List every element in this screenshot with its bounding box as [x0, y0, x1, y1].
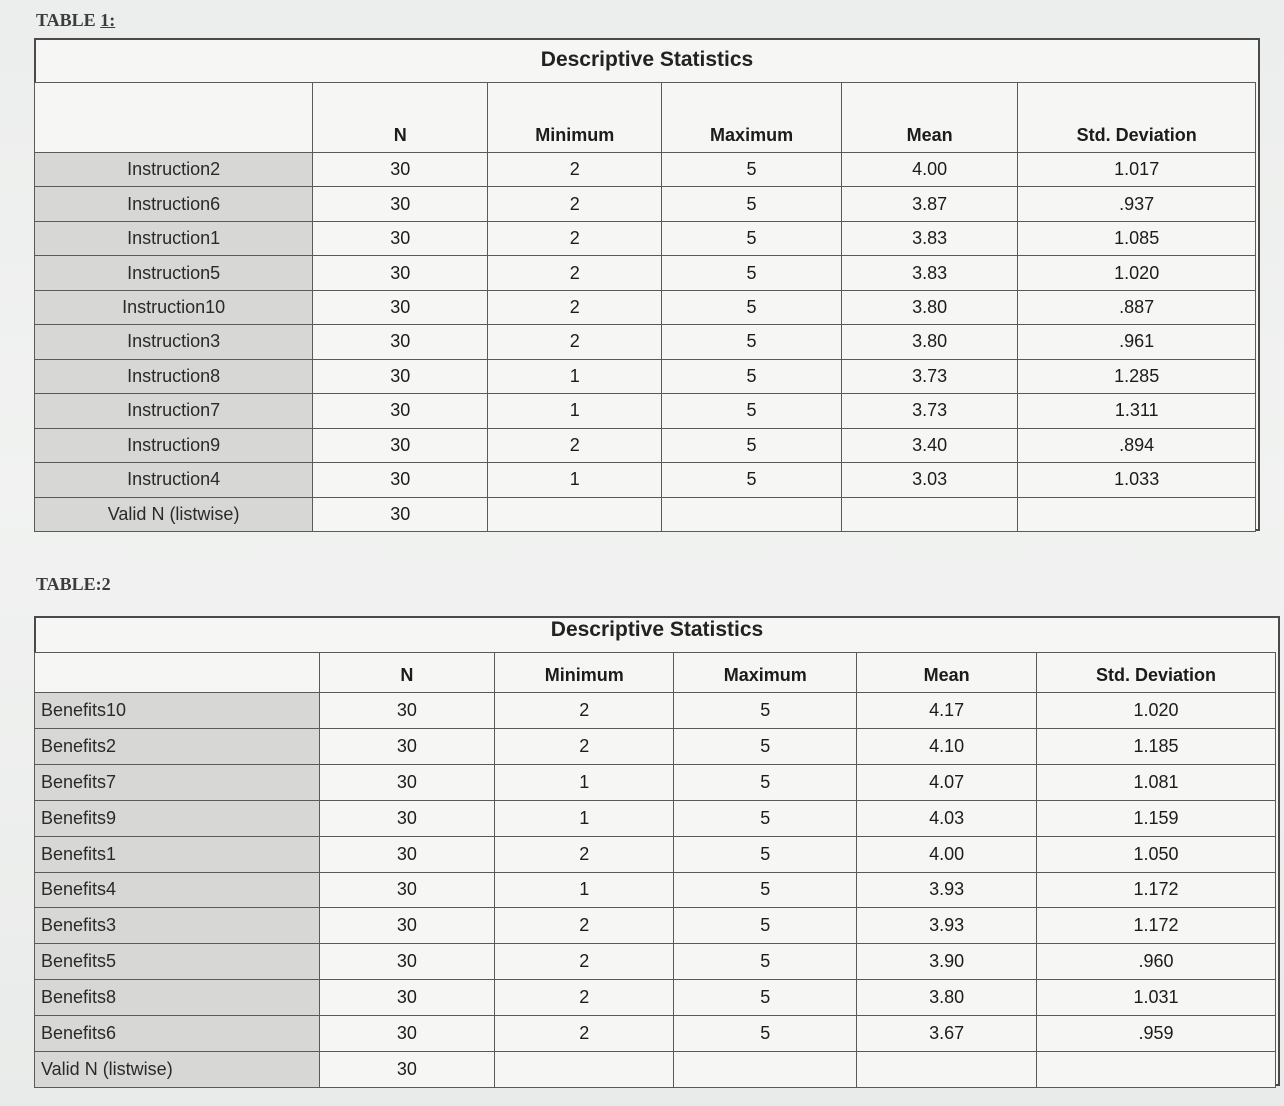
- maximum-cell: 5: [674, 980, 857, 1016]
- row-label: Benefits7: [35, 764, 320, 800]
- mean-cell: 3.83: [841, 221, 1017, 255]
- std-deviation-cell: 1.050: [1037, 836, 1276, 872]
- std-deviation-cell: .960: [1037, 944, 1276, 980]
- n-cell: 30: [319, 728, 495, 764]
- minimum-cell: 2: [495, 693, 674, 729]
- row-label: Instruction3: [35, 325, 313, 359]
- minimum-cell: 2: [495, 728, 674, 764]
- mean-cell: 4.07: [857, 764, 1037, 800]
- minimum-cell: 2: [488, 325, 662, 359]
- row-label: Instruction5: [35, 256, 313, 290]
- table1-grid: [34, 82, 1256, 532]
- table-row: [35, 980, 1276, 1016]
- minimum-cell: 2: [495, 980, 674, 1016]
- mean-cell: 4.17: [857, 693, 1037, 729]
- table-row: [35, 359, 1256, 393]
- minimum-cell: 1: [495, 800, 674, 836]
- maximum-cell: 5: [662, 290, 842, 324]
- n-cell: 30: [313, 153, 488, 187]
- mean-cell: 3.90: [857, 944, 1037, 980]
- n-cell: 30: [313, 428, 488, 462]
- std-deviation-cell: 1.020: [1037, 693, 1276, 729]
- row-label: Instruction6: [35, 187, 313, 221]
- row-label: Instruction7: [35, 394, 313, 428]
- n-cell: 30: [313, 187, 488, 221]
- std-deviation-cell: 1.031: [1037, 980, 1276, 1016]
- table1-header-minimum: Minimum: [488, 83, 662, 153]
- std-deviation-cell: 1.285: [1018, 359, 1256, 393]
- table2-header-std-deviation: Std. Deviation: [1037, 653, 1276, 693]
- maximum-cell: 5: [674, 836, 857, 872]
- n-cell: 30: [319, 800, 495, 836]
- maximum-cell: 5: [674, 1016, 857, 1052]
- n-cell: 30: [313, 290, 488, 324]
- maximum-cell: 5: [674, 728, 857, 764]
- minimum-cell: 2: [488, 221, 662, 255]
- std-deviation-cell: 1.085: [1018, 221, 1256, 255]
- table1-header-std-deviation: Std. Deviation: [1018, 83, 1256, 153]
- maximum-cell: 5: [674, 908, 857, 944]
- n-cell: 30: [313, 359, 488, 393]
- n-cell: 30: [319, 872, 495, 908]
- table1-header-mean: Mean: [841, 83, 1017, 153]
- std-deviation-cell: 1.081: [1037, 764, 1276, 800]
- minimum-cell: 1: [488, 394, 662, 428]
- n-cell: 30: [319, 980, 495, 1016]
- table-row: [35, 394, 1256, 428]
- maximum-cell: 5: [662, 325, 842, 359]
- table2-header-n: N: [319, 653, 495, 693]
- n-cell: 30: [319, 836, 495, 872]
- valid-n-row: [35, 497, 1256, 531]
- std-deviation-cell: 1.020: [1018, 256, 1256, 290]
- row-label: Instruction10: [35, 290, 313, 324]
- maximum-cell: 5: [662, 187, 842, 221]
- n-cell: 30: [313, 256, 488, 290]
- std-deviation-cell: .959: [1037, 1016, 1276, 1052]
- n-cell: 30: [319, 764, 495, 800]
- minimum-cell: 2: [495, 836, 674, 872]
- table-row: [35, 428, 1256, 462]
- table2-header-maximum: Maximum: [674, 653, 857, 693]
- std-deviation-cell: .937: [1018, 187, 1256, 221]
- minimum-cell: 1: [495, 872, 674, 908]
- mean-cell: 3.40: [841, 428, 1017, 462]
- empty-cell: [1018, 497, 1256, 531]
- table-row: [35, 187, 1256, 221]
- std-deviation-cell: 1.185: [1037, 728, 1276, 764]
- table2-header-minimum: Minimum: [495, 653, 674, 693]
- n-cell: 30: [319, 908, 495, 944]
- maximum-cell: 5: [662, 463, 842, 497]
- table-row: [35, 463, 1256, 497]
- mean-cell: 3.80: [841, 290, 1017, 324]
- table2-section-label: [36, 574, 111, 595]
- row-label: Benefits5: [35, 944, 320, 980]
- mean-cell: 3.83: [841, 256, 1017, 290]
- minimum-cell: 1: [488, 359, 662, 393]
- table2-grid: [34, 652, 1276, 1088]
- valid-n-label: Valid N (listwise): [35, 497, 313, 531]
- minimum-cell: 2: [488, 290, 662, 324]
- table-row: [35, 764, 1276, 800]
- n-cell: 30: [319, 944, 495, 980]
- maximum-cell: 5: [674, 800, 857, 836]
- mean-cell: 4.00: [857, 836, 1037, 872]
- mean-cell: 4.10: [857, 728, 1037, 764]
- table2-header-row: [35, 653, 1276, 693]
- row-label: Benefits3: [35, 908, 320, 944]
- minimum-cell: 2: [495, 1016, 674, 1052]
- table2-descriptive-statistics: [34, 616, 1280, 1086]
- table-row: [35, 728, 1276, 764]
- std-deviation-cell: .887: [1018, 290, 1256, 324]
- empty-cell: [674, 1052, 857, 1088]
- std-deviation-cell: 1.311: [1018, 394, 1256, 428]
- minimum-cell: 2: [488, 428, 662, 462]
- empty-cell: [488, 497, 662, 531]
- row-label: Benefits8: [35, 980, 320, 1016]
- table2-title: Descriptive Statistics: [550, 618, 764, 641]
- std-deviation-cell: 1.172: [1037, 872, 1276, 908]
- table1-title: Descriptive Statistics: [540, 48, 754, 71]
- row-label: Instruction4: [35, 463, 313, 497]
- table-row: [35, 325, 1256, 359]
- minimum-cell: 2: [488, 256, 662, 290]
- row-label: Benefits4: [35, 872, 320, 908]
- std-deviation-cell: 1.172: [1037, 908, 1276, 944]
- table2-body: [35, 693, 1276, 1088]
- table1-section-label: [36, 10, 115, 31]
- minimum-cell: 1: [495, 764, 674, 800]
- mean-cell: 3.73: [841, 394, 1017, 428]
- table-row: [35, 221, 1256, 255]
- table-row: [35, 800, 1276, 836]
- maximum-cell: 5: [674, 872, 857, 908]
- row-label: Benefits2: [35, 728, 320, 764]
- std-deviation-cell: 1.033: [1018, 463, 1256, 497]
- table-row: [35, 153, 1256, 187]
- maximum-cell: 5: [662, 428, 842, 462]
- row-label: Instruction8: [35, 359, 313, 393]
- table1-descriptive-statistics: [34, 38, 1260, 531]
- table1-header-blank: [35, 83, 313, 153]
- maximum-cell: 5: [674, 944, 857, 980]
- n-cell: 30: [313, 463, 488, 497]
- table2-header-mean: Mean: [857, 653, 1037, 693]
- mean-cell: 3.93: [857, 872, 1037, 908]
- mean-cell: 3.73: [841, 359, 1017, 393]
- maximum-cell: 5: [674, 693, 857, 729]
- valid-n-value: 30: [313, 497, 488, 531]
- row-label: Instruction1: [35, 221, 313, 255]
- std-deviation-cell: .961: [1018, 325, 1256, 359]
- table-row: [35, 1016, 1276, 1052]
- row-label: Benefits9: [35, 800, 320, 836]
- minimum-cell: 2: [488, 153, 662, 187]
- mean-cell: 4.00: [841, 153, 1017, 187]
- valid-n-value: 30: [319, 1052, 495, 1088]
- maximum-cell: 5: [662, 256, 842, 290]
- n-cell: 30: [313, 325, 488, 359]
- maximum-cell: 5: [662, 359, 842, 393]
- table-row: [35, 908, 1276, 944]
- valid-n-label: Valid N (listwise): [35, 1052, 320, 1088]
- table-row: [35, 836, 1276, 872]
- empty-cell: [1037, 1052, 1276, 1088]
- std-deviation-cell: 1.017: [1018, 153, 1256, 187]
- table1-header-maximum: Maximum: [662, 83, 842, 153]
- table1-body: [35, 153, 1256, 532]
- table-row: [35, 944, 1276, 980]
- row-label: Instruction2: [35, 153, 313, 187]
- mean-cell: 3.93: [857, 908, 1037, 944]
- table1-header-row: [35, 83, 1256, 153]
- mean-cell: 4.03: [857, 800, 1037, 836]
- maximum-cell: 5: [674, 764, 857, 800]
- table-row: [35, 693, 1276, 729]
- row-label: Instruction9: [35, 428, 313, 462]
- n-cell: 30: [319, 693, 495, 729]
- mean-cell: 3.03: [841, 463, 1017, 497]
- minimum-cell: 2: [495, 908, 674, 944]
- mean-cell: 3.67: [857, 1016, 1037, 1052]
- n-cell: 30: [313, 221, 488, 255]
- minimum-cell: 2: [488, 187, 662, 221]
- table2-header-blank: [35, 653, 320, 693]
- maximum-cell: 5: [662, 221, 842, 255]
- empty-cell: [662, 497, 842, 531]
- minimum-cell: 1: [488, 463, 662, 497]
- row-label: Benefits10: [35, 693, 320, 729]
- table-row: [35, 290, 1256, 324]
- mean-cell: 3.87: [841, 187, 1017, 221]
- table2-section-label-text: TABLE:2: [36, 574, 111, 594]
- row-label: Benefits6: [35, 1016, 320, 1052]
- n-cell: 30: [313, 394, 488, 428]
- empty-cell: [841, 497, 1017, 531]
- table1-section-label-text: TABLE 1:: [36, 10, 116, 30]
- maximum-cell: 5: [662, 153, 842, 187]
- std-deviation-cell: .894: [1018, 428, 1256, 462]
- empty-cell: [495, 1052, 674, 1088]
- table-row: [35, 872, 1276, 908]
- row-label: Benefits1: [35, 836, 320, 872]
- maximum-cell: 5: [662, 394, 842, 428]
- table-row: [35, 256, 1256, 290]
- empty-cell: [857, 1052, 1037, 1088]
- mean-cell: 3.80: [841, 325, 1017, 359]
- table1-header-n: N: [313, 83, 488, 153]
- n-cell: 30: [319, 1016, 495, 1052]
- minimum-cell: 2: [495, 944, 674, 980]
- mean-cell: 3.80: [857, 980, 1037, 1016]
- std-deviation-cell: 1.159: [1037, 800, 1276, 836]
- valid-n-row: [35, 1052, 1276, 1088]
